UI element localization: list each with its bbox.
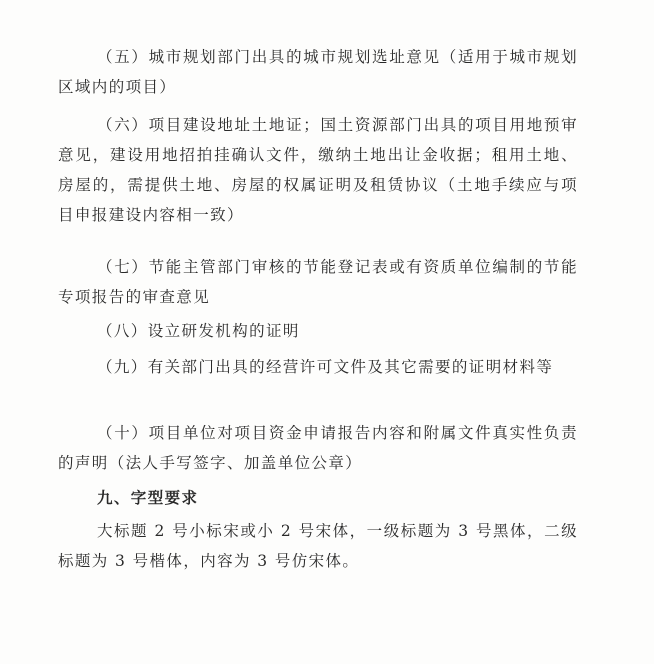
section-heading: 九、字型要求 (97, 489, 199, 507)
item-9-paragraph: （九）有关部门出具的经营许可文件及其它需要的证明材料等 (97, 358, 554, 376)
item-5-paragraph: （五）城市规划部门出具的城市规划选址意见（适用于城市规划区域内的项目） (58, 48, 578, 96)
section-body: 大标题 2 号小标宋或小 2 号宋体，一级标题为 3 号黑体，二级标题为 3 号楷体，内容为 3 号仿宋体。 (58, 522, 578, 570)
item-6-paragraph: （六）项目建设地址土地证；国土资源部门出具的项目用地预审意见，建设用地招拍挂确认文件，缴纳土地出让金收据；租用土地、房屋的，需提供土地、房屋的权属证明及租赁协议（土地手续应与项目申报建设内容相一致） (58, 116, 578, 224)
item-7-paragraph: （七）节能主管部门审核的节能登记表或有资质单位编制的节能专项报告的审查意见 (58, 258, 578, 306)
item-10-paragraph: （十）项目单位对项目资金申请报告内容和附属文件真实性负责的声明（法人手写签字、加盖单位公章） (58, 424, 578, 472)
item-8-paragraph: （八）设立研发机构的证明 (97, 322, 300, 340)
